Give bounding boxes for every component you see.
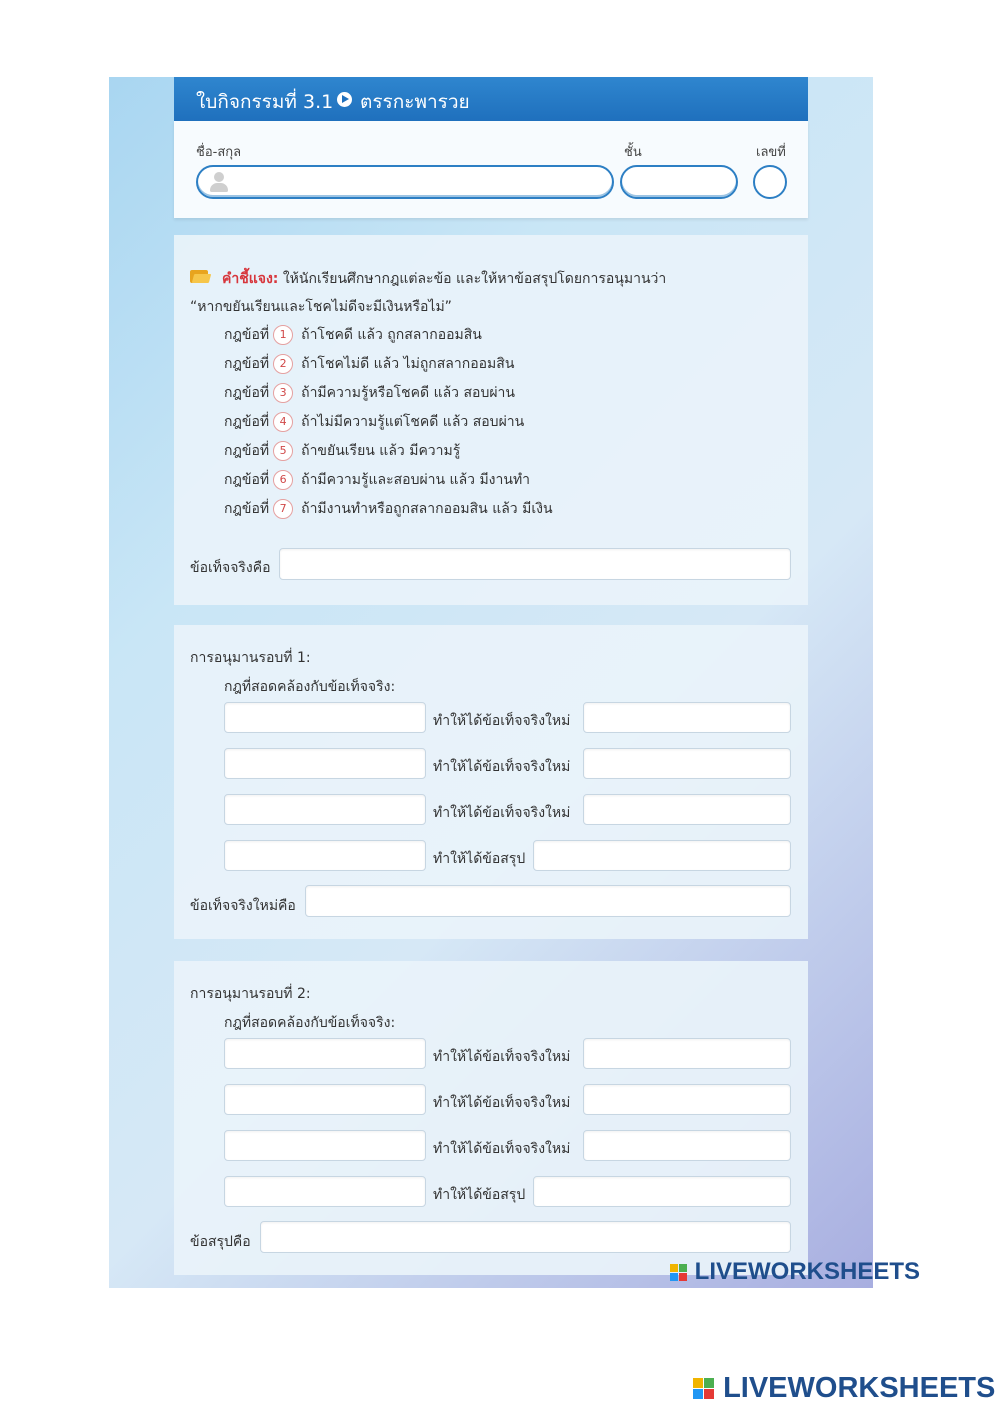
rule-prefix: กฎข้อที่: [224, 414, 270, 430]
rule-item: [224, 324, 482, 346]
number-label: เลขที่: [756, 145, 786, 160]
round1-conclusion-input[interactable]: [533, 840, 791, 871]
rule-item: [224, 498, 553, 520]
round1-row-label: ทำให้ได้ข้อสรุป: [433, 851, 526, 867]
rule-number: 3: [273, 383, 293, 403]
rule-text: ถ้ามีความรู้หรือโชคดี แล้ว สอบผ่าน: [301, 385, 515, 401]
round1-rule-input[interactable]: [224, 794, 426, 825]
rule-prefix: กฎข้อที่: [224, 501, 270, 517]
rule-number: 6: [273, 470, 293, 490]
rule-item: [224, 440, 460, 462]
round1-rule-input[interactable]: [224, 840, 426, 871]
class-label: ชั้น: [624, 145, 642, 160]
round1-final-input[interactable]: [305, 885, 791, 917]
logo-text: LIVEWORKSHEETS: [694, 1258, 921, 1285]
rule-item: [224, 353, 514, 375]
round2-new-fact-input[interactable]: [583, 1130, 791, 1161]
round2-rule-input[interactable]: [224, 1176, 426, 1207]
round1-subtitle: กฎที่สอดคล้องกับข้อเท็จจริง:: [224, 679, 396, 695]
instructions-line-2: “หากขยันเรียนและโชคไม่ดีจะมีเงินหรือไม่”: [190, 299, 452, 315]
rule-number: 5: [273, 441, 293, 461]
rule-item: [224, 469, 530, 491]
round2-row-label: ทำให้ได้ข้อเท็จจริงใหม่: [433, 1095, 571, 1111]
round1-rule-input[interactable]: [224, 748, 426, 779]
rule-number: 4: [273, 412, 293, 432]
rule-prefix: กฎข้อที่: [224, 385, 270, 401]
round1-new-fact-input[interactable]: [583, 702, 791, 733]
logo-text: LIVEWORKSHEETS: [723, 1372, 996, 1404]
rule-prefix: กฎข้อที่: [224, 356, 270, 372]
round2-final-label: ข้อสรุปคือ: [190, 1234, 251, 1250]
round1-new-fact-input[interactable]: [583, 748, 791, 779]
round2-row-label: ทำให้ได้ข้อสรุป: [433, 1187, 526, 1203]
rule-item: [224, 382, 515, 404]
hint-label: คำชี้แจง:: [222, 271, 279, 287]
round2-rule-input[interactable]: [224, 1084, 426, 1115]
round2-conclusion-input[interactable]: [533, 1176, 791, 1207]
rule-prefix: กฎข้อที่: [224, 443, 270, 459]
rule-text: ถ้าโชคดี แล้ว ถูกสลากออมสิน: [301, 327, 482, 343]
rule-number: 7: [273, 499, 293, 519]
rule-prefix: กฎข้อที่: [224, 327, 270, 343]
round1-row-label: ทำให้ได้ข้อเท็จจริงใหม่: [433, 805, 571, 821]
round1-rule-input[interactable]: [224, 702, 426, 733]
round2-row-label: ทำให้ได้ข้อเท็จจริงใหม่: [433, 1049, 571, 1065]
class-field[interactable]: [620, 165, 738, 199]
user-avatar-icon: [210, 172, 228, 192]
round2-title: การอนุมานรอบที่ 2:: [190, 986, 311, 1002]
round2-rule-input[interactable]: [224, 1038, 426, 1069]
round2-row-label: ทำให้ได้ข้อเท็จจริงใหม่: [433, 1141, 571, 1157]
round2-final-input[interactable]: [260, 1221, 791, 1253]
liveworksheets-logo-footer: [693, 1372, 995, 1405]
liveworksheets-logo-inner: [670, 1258, 920, 1286]
folder-icon: [190, 268, 210, 283]
fact-label: ข้อเท็จจริงคือ: [190, 560, 271, 576]
logo-grid-icon: [670, 1264, 688, 1282]
rule-item: [224, 411, 524, 433]
rule-number: 1: [273, 325, 293, 345]
round1-title: การอนุมานรอบที่ 1:: [190, 650, 311, 666]
round2-subtitle: กฎที่สอดคล้องกับข้อเท็จจริง:: [224, 1015, 396, 1031]
round2-rule-input[interactable]: [224, 1130, 426, 1161]
rule-text: ถ้าโชคไม่ดี แล้ว ไม่ถูกสลากออมสิน: [301, 356, 515, 372]
rule-text: ถ้าไม่มีความรู้แต่โชคดี แล้ว สอบผ่าน: [301, 414, 525, 430]
instructions-text: ให้นักเรียนศึกษากฎแต่ละข้อ และให้หาข้อสรุปโดยการอนุมานว่า: [282, 271, 667, 287]
round2-new-fact-input[interactable]: [583, 1038, 791, 1069]
rule-text: ถ้ามีงานทำหรือถูกสลากออมสิน แล้ว มีเงิน: [301, 501, 553, 517]
instructions-line-1: [222, 268, 666, 290]
worksheet-topic: ตรรกะพารวย: [360, 91, 470, 113]
rule-text: ถ้าขยันเรียน แล้ว มีความรู้: [301, 443, 461, 459]
worksheet-title: ใบกิจกรรมที่ 3.1: [196, 91, 334, 113]
name-label: ชื่อ-สกุล: [196, 145, 242, 160]
name-field[interactable]: [196, 165, 614, 199]
rule-number: 2: [273, 354, 293, 374]
round1-final-label: ข้อเท็จจริงใหม่คือ: [190, 898, 296, 914]
worksheet-header: [174, 77, 808, 121]
round1-row-label: ทำให้ได้ข้อเท็จจริงใหม่: [433, 713, 571, 729]
round1-row-label: ทำให้ได้ข้อเท็จจริงใหม่: [433, 759, 571, 775]
round2-new-fact-input[interactable]: [583, 1084, 791, 1115]
rule-prefix: กฎข้อที่: [224, 472, 270, 488]
number-field[interactable]: [753, 165, 787, 199]
rule-text: ถ้ามีความรู้และสอบผ่าน แล้ว มีงานทำ: [301, 472, 531, 488]
play-icon: [337, 92, 352, 107]
round1-new-fact-input[interactable]: [583, 794, 791, 825]
fact-input[interactable]: [279, 548, 791, 580]
logo-grid-icon: [693, 1378, 715, 1400]
